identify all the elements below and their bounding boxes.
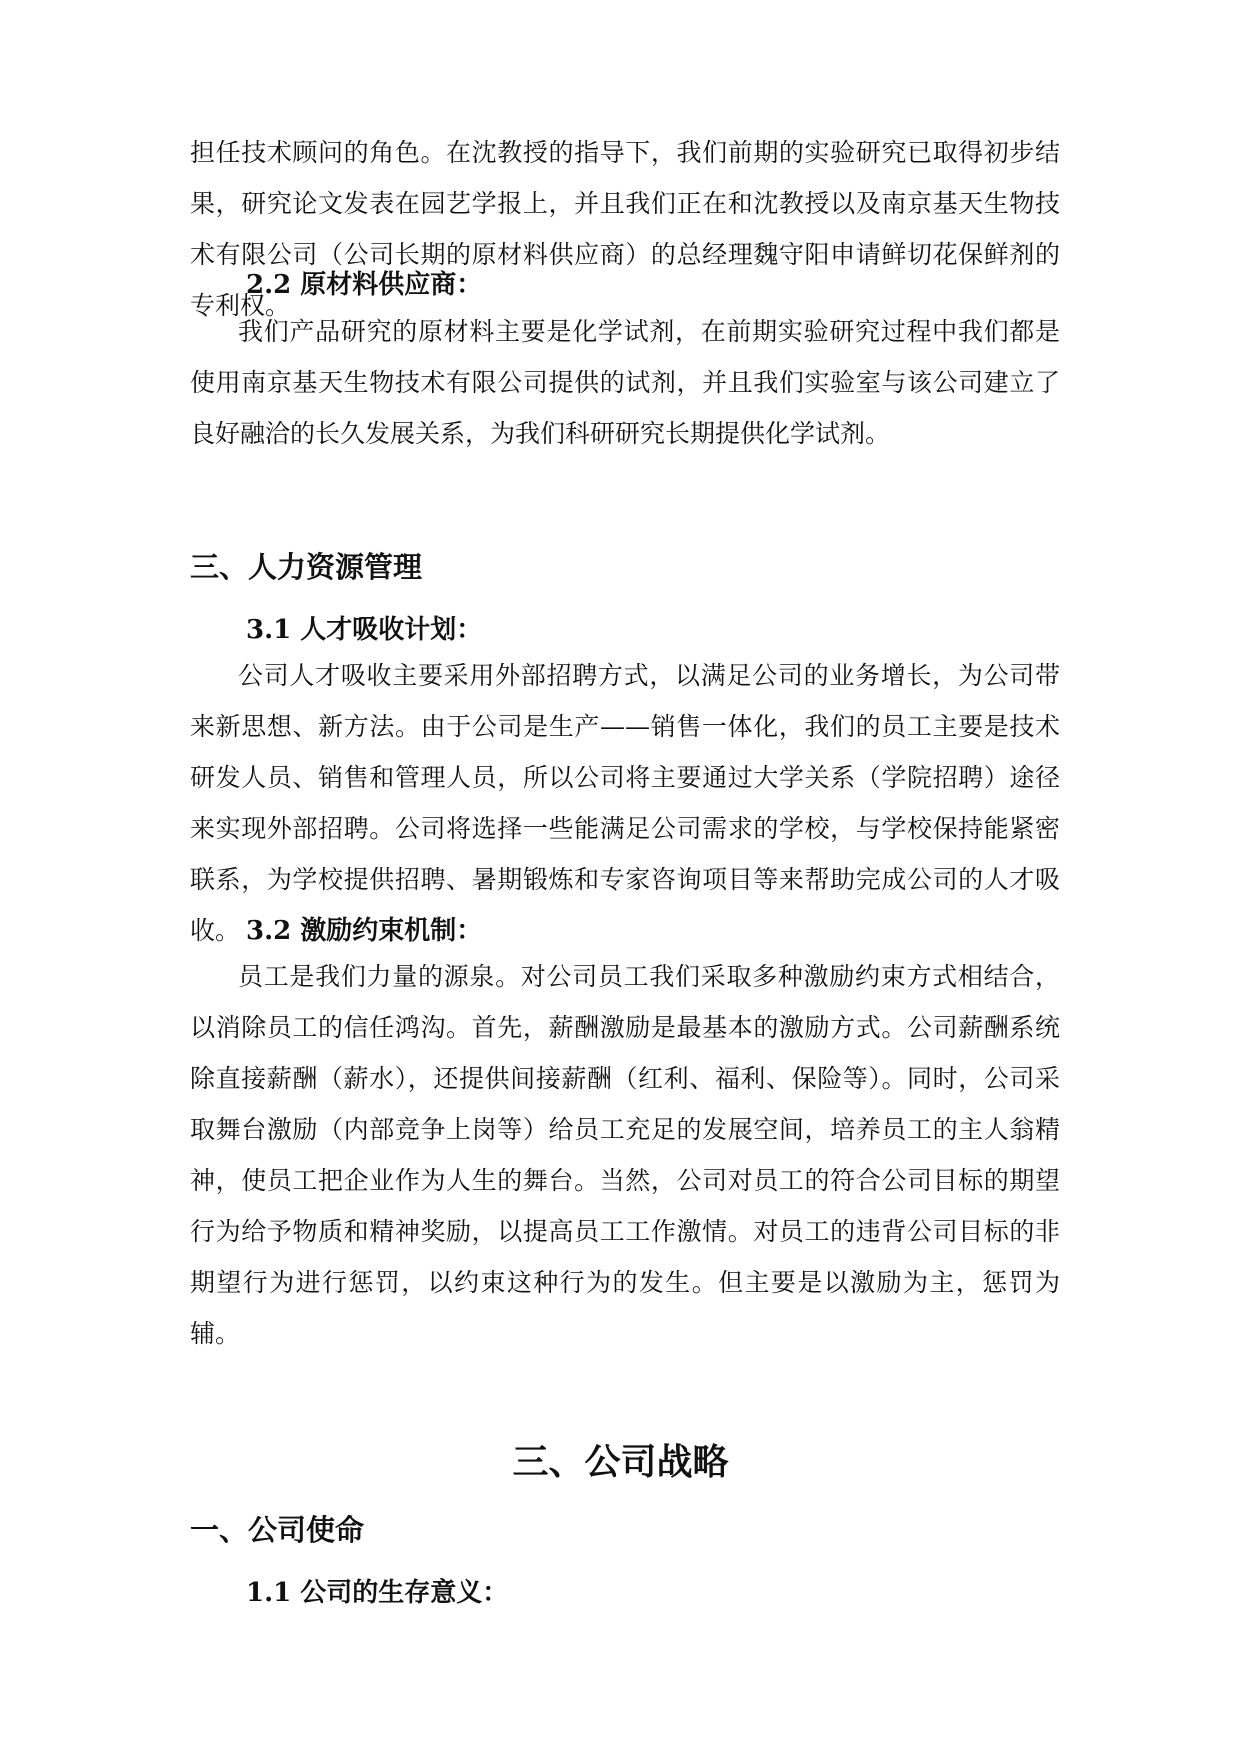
paragraph-incentive: 员工是我们力量的源泉。对公司员工我们采取多种激励约束方式相结合，以消除员工的信任鸿沟。首先，薪酬激励是最基本的激励方式。公司薪酬系统除直接薪酬（薪水），还提供间接薪酬（红利、福利、保险等）。同时，公司采取舞台激励（内部竞争上岗等）给员工充足的发展空间，培养员工的主人翁精神，使员工把企业作为人生的舞台。当然，公司对员工的符合公司目标的期望行为给予物质和精神奖励，以提高员工工作激情。对员工的违背公司目标的非期望行为进行惩罚，以约束这种行为的发生。但主要是以激励为主，惩罚为辅。 bbox=[190, 962, 1060, 1348]
heading-2-2-suppliers: 2.2 原材料供应商： bbox=[246, 270, 483, 300]
heading-1-1-meaning: 1.1 公司的生存意义： bbox=[246, 1578, 509, 1608]
chapter-title-strategy: 三、公司战略 bbox=[512, 1441, 729, 1483]
paragraph-suppliers: 我们产品研究的原材料主要是化学试剂，在前期实验研究过程中我们都是使用南京基天生物技术有限公司提供的试剂，并且我们实验室与该公司建立了良好融洽的长久发展关系，为我们科研研究长期提供化学试剂。 bbox=[190, 317, 1060, 448]
heading-3-1-talent: 3.1 人才吸收计划： bbox=[246, 615, 483, 645]
heading-section-1-mission: 一、公司使命 bbox=[190, 1513, 365, 1547]
heading-3-2-incentive: 3.2 激励约束机制： bbox=[246, 916, 483, 946]
heading-section-3-hr: 三、人力资源管理 bbox=[190, 550, 423, 584]
paragraph-talent-plan: 公司人才吸收主要采用外部招聘方式，以满足公司的业务增长，为公司带来新思想、新方法。由于公司是生产——销售一体化，我们的员工主要是技术研发人员、销售和管理人员，所以公司将主要通过大学关系（学院招聘）途径来实现外部招聘。公司将选择一些能满足公司需求的学校，与学校保持能紧密联系，为学校提供招聘、暑期锻炼和专家咨询项目等来帮助完成公司的人才吸收。 bbox=[190, 661, 1060, 945]
paragraph-tech-advisor: 担任技术顾问的角色。在沈教授的指导下，我们前期的实验研究已取得初步结果，研究论文发表在园艺学报上，并且我们正在和沈教授以及南京基天生物技术有限公司（公司长期的原材料供应商）的总经理魏守阳申请鲜切花保鲜剂的专利权。 bbox=[190, 138, 1060, 320]
